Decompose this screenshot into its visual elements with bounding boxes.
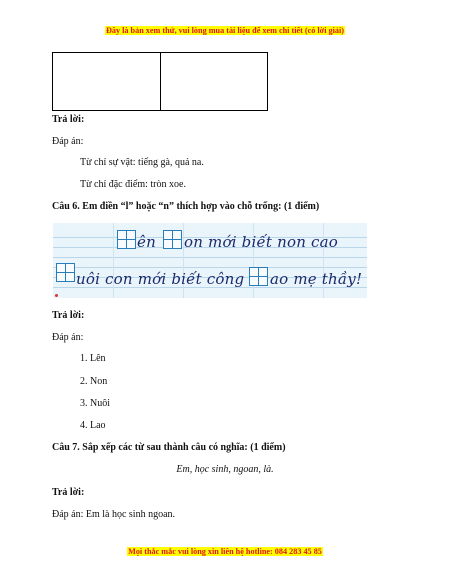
q6-title: Câu 6. Em điền “l” hoặc “n” thích hợp vào chỗ trống: (1 điểm)	[52, 201, 320, 212]
q7-word-list: Em, học sinh, ngoan, là.	[176, 464, 274, 475]
q6-answer-heading: Trả lời:	[52, 310, 85, 321]
q6-answer-item-1: 1. Lên	[80, 353, 106, 364]
q5-answer-heading: Trả lời:	[52, 114, 85, 125]
handwriting-row1-part2: on mới biết non cao	[184, 233, 338, 251]
answer-table	[52, 52, 268, 111]
hotline-banner: Mọi thắc mắc vui lòng xin liên hệ hotline: 084 283 45 85	[128, 547, 322, 556]
q7-answer-heading: Trả lời:	[52, 487, 85, 498]
q5-answer-line-traits: Từ chỉ đặc điểm: tròn xoe.	[80, 179, 186, 190]
q5-answer-line-objects: Từ chỉ sự vật: tiếng gà, quả na.	[80, 157, 204, 168]
q5-answer-label: Đáp án:	[52, 136, 84, 147]
handwriting-row2-part2: ao mẹ thầy!	[270, 270, 363, 288]
q6-answer-item-3: 3. Nuôi	[80, 398, 110, 409]
handwriting-row1-part1: ên	[137, 233, 156, 251]
blank-box-3	[56, 263, 75, 282]
handwriting-row2-part1: uôi con mới biết công	[76, 270, 245, 288]
q7-title: Câu 7. Sắp xếp các từ sau thành câu có nghĩa: (1 điểm)	[52, 442, 286, 453]
blank-box-2	[163, 230, 182, 249]
blank-box-4	[249, 267, 268, 286]
red-mark	[55, 294, 58, 297]
q6-answer-label: Đáp án:	[52, 332, 84, 343]
table-cell-right	[160, 53, 268, 111]
preview-notice-banner: Đây là bản xem thử, vui lòng mua tài liệu để xem chi tiết (có lời giải)	[105, 26, 344, 35]
blank-box-1	[117, 230, 136, 249]
handwriting-exercise-image	[53, 223, 367, 298]
q6-answer-item-4: 4. Lao	[80, 420, 106, 431]
q7-answer: Đáp án: Em là học sinh ngoan.	[52, 509, 176, 520]
q6-answer-item-2: 2. Non	[80, 376, 108, 387]
table-cell-left	[53, 53, 161, 111]
